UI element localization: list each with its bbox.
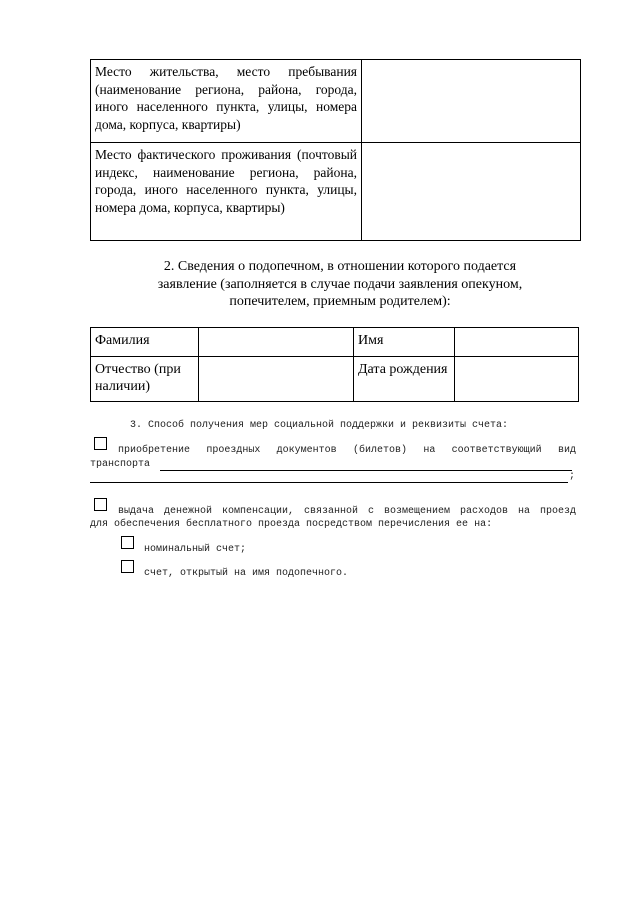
option2-line2: для обеспечения бесплатного проезда посредством перечисления ее на: — [90, 519, 493, 530]
option2-line1: выдача денежной компенсации, связанной с возмещением расходов на проезд — [118, 506, 576, 517]
name-value-cell[interactable] — [455, 328, 579, 357]
option1-line2: транспорта — [90, 459, 151, 470]
ward-row-1 — [91, 328, 579, 357]
ward-table — [90, 327, 579, 402]
section3-heading: 3. Способ получения мер социальной поддержки и реквизиты счета: — [130, 420, 509, 431]
nominal-account-checkbox[interactable] — [121, 536, 134, 549]
patronymic-label: Отчество (при наличии) — [91, 357, 199, 402]
option2-checkbox[interactable] — [94, 498, 107, 511]
surname-value-cell[interactable] — [199, 328, 354, 357]
actual-residence-label: Место фактического проживания (почтовый индекс, наименование региона, района, города, иного населенного пункта, улицы, номера дома, корпуса, квартиры) — [91, 143, 362, 241]
ward-account-label: счет, открытый на имя подопечного. — [144, 568, 349, 579]
address-table — [90, 59, 581, 241]
birthdate-value-cell[interactable] — [455, 357, 579, 402]
section2-heading-line2: заявление (заполняется в случае подачи заявления опекуном, — [157, 276, 523, 292]
section2-heading — [120, 258, 560, 311]
section2-heading-line3: попечителем, приемным родителем): — [229, 294, 451, 309]
actual-residence-value-cell[interactable] — [362, 143, 581, 241]
actual-residence-row — [91, 143, 581, 241]
surname-label: Фамилия — [91, 328, 199, 357]
name-label: Имя — [354, 328, 455, 357]
section2-heading-line1: 2. Сведения о подопечном, в отношении которого подается — [163, 259, 517, 274]
option1-line1: приобретение проездных документов (билетов) на соответствующий вид — [118, 445, 576, 456]
ward-account-checkbox[interactable] — [121, 560, 134, 573]
transport-underline — [160, 470, 572, 471]
residence-value-cell[interactable] — [362, 60, 581, 143]
ward-row-2 — [91, 357, 579, 402]
option1-checkbox[interactable] — [94, 437, 107, 450]
residence-label: Место жительства, место пребывания (наименование региона, района, города, иного населенного пункта, улицы, номера дома, корпуса, квартиры) — [91, 60, 362, 143]
residence-row — [91, 60, 581, 143]
patronymic-value-cell[interactable] — [199, 357, 354, 402]
birthdate-label: Дата рождения — [354, 357, 455, 402]
transport-underline-2 — [90, 482, 568, 483]
option1-end: ; — [569, 471, 576, 482]
nominal-account-label: номинальный счет; — [144, 544, 247, 555]
